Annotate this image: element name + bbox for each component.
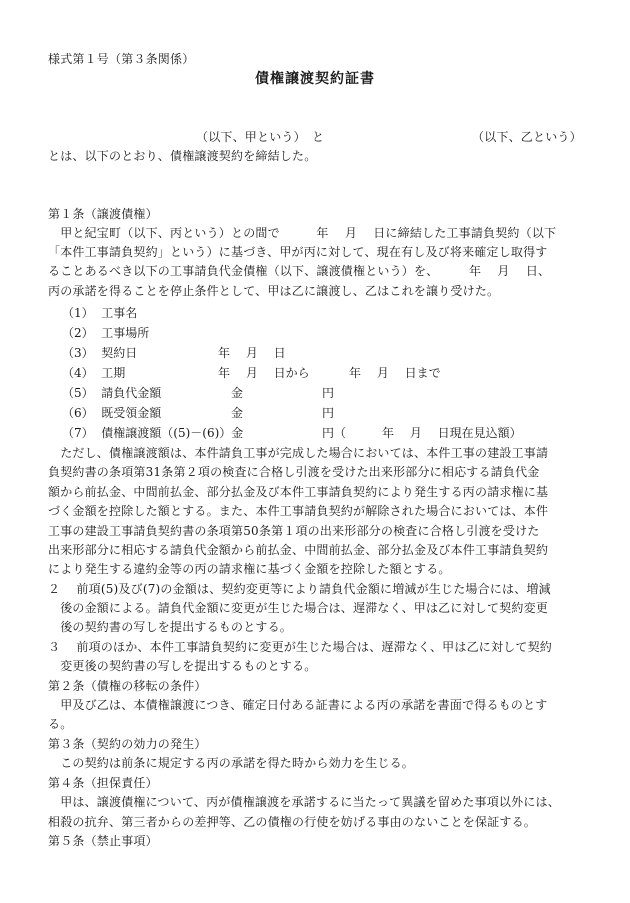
article2-heading: 第２条（債権の移転の条件） [48,679,207,693]
item-date: 年 月 日 [218,346,286,360]
form-label: 様式第１号（第３条関係） [48,52,195,66]
item-label: （4） 工期 [62,366,126,380]
item-label: （7） 債権譲渡額（(5)－(6)）金 [62,426,244,440]
article1-line: ることあるべき以下の工事請負代金債権（以下、譲渡債権という）を、 年 月 日、 [48,264,551,278]
item-label: （5） 請負代金額 [62,386,162,400]
item-label: （3） 契約日 [62,346,138,360]
article5-heading: 第５条（禁止事項） [48,834,158,848]
proviso-line: 負契約書の条項第31条第２項の検査に合格し引渡を受けた出来形部分に相応する請負代金 [48,465,540,479]
proviso-line: により発生する違約金等の丙の請求権に基づく金額を控除した額とする。 [48,562,451,576]
proviso-line: 出来形部分に相応する請負代金額から前払金、中間前払金、部分払金及び本件工事請負契約 [48,543,549,557]
article3-line: この契約は前条に規定する丙の承諾を得た時から効力を生じる。 [48,756,415,770]
article1-line: 甲と紀宝町（以下、丙という）との間で 年 月 日に締結した工事請負契約（以下 [48,226,557,240]
article1-para3-line: 変更後の契約書の写しを提出するものとする。 [48,659,317,673]
proviso-line: 工事の建設工事請負契約書の条項第50条第１項の出来形部分の検査に合格し引渡を受けた [48,524,540,538]
article4-heading: 第４条（担保責任） [48,776,158,790]
item-label: （2） 工事場所 [62,326,150,340]
document-title: 債権譲渡契約証書 [255,71,375,87]
party-a-label: （以下、甲という） と [196,130,325,144]
item-unit-yen: 円 [322,406,335,420]
party-b-label: （以下、乙という） [472,130,582,144]
item-unit: 金 [231,386,244,400]
proviso-line: 額から前払金、中間前払金、部分払金及び本件工事請負契約により発生する丙の請求権に基 [48,485,549,499]
item-label: （6） 既受領金額 [62,406,162,420]
item-unit: 金 [231,406,244,420]
item-date-end: 年 月 日まで [349,366,441,380]
article1-para3-line: ３ 前項のほか、本件工事請負契約に変更が生じた場合は、遅滞なく、甲は乙に対して契約 [48,640,552,654]
proviso-line: づく金額を控除した額とする。また、本件工事請負契約が解除された場合においては、本件 [48,504,549,518]
item-unit-yen: 円 [322,386,335,400]
article1-para2-line: 後の契約書の写しを提出するものとする。 [48,620,293,634]
article2-line: 甲及び乙は、本債権譲渡につき、確定日付ある証書による丙の承諾を書面で得るものとす [48,698,548,712]
article4-line: 相殺の抗弁、第三者からの差押等、乙の債権の行使を妨げる事由のないことを保証する。 [48,815,537,829]
article2-line: る。 [48,717,73,731]
article1-para2-line: 後の金額による。請負代金額に変更が生じた場合は、遅滞なく、甲は乙に対して契約変更 [48,601,548,615]
article1-line: 「本件工事請負契約」という）に基づき、甲が丙に対して、現在有し及び将来確定し取得す [48,245,548,259]
item-unit-yen: 円（ 年 月 日現在見込額） [322,426,522,440]
article1-heading: 第１条（譲渡債権） [48,207,158,221]
article1-para2-line: ２ 前項(5)及び(7)の金額は、契約変更等により請負代金額に増減が生じた場合には、増減 [48,582,551,596]
article1-line: 丙の承諾を得ることを停止条件として、甲は乙に譲渡し、乙はこれを譲り受けた。 [48,284,500,298]
article3-heading: 第３条（契約の効力の発生） [48,737,207,751]
proviso-line: ただし、債権譲渡額は、本件請負工事が完成した場合においては、本件工事の建設工事請 [48,446,549,460]
intro-text: とは、以下のとおり、債権譲渡契約を締結した。 [48,149,317,163]
article4-line: 甲は、譲渡債権について、丙が債権譲渡を承諾するに当たって異議を留めた事項以外には、 [48,795,560,809]
item-date: 年 月 日から [218,366,310,380]
item-label: （1） 工事名 [62,306,138,320]
